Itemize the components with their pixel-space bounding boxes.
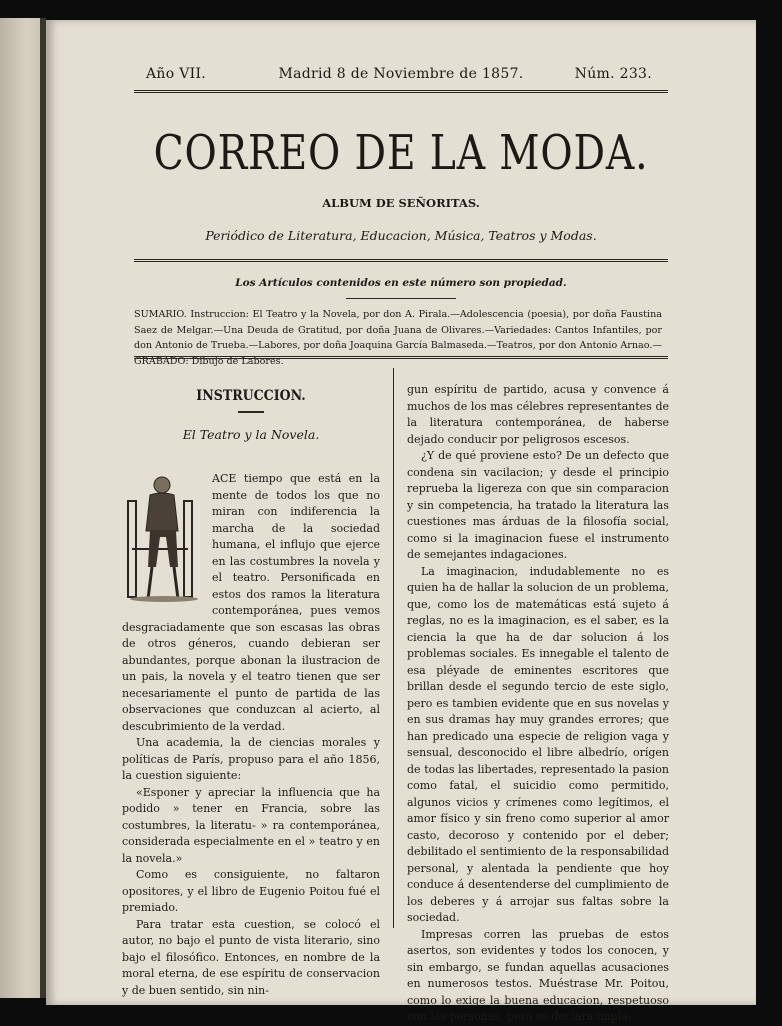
summary: SUMARIO. Instruccion: El Teatro y la Novela, por don A. Pirala.—Adolescencia (poesia), por doña Faustina Saez de Melgar.—Una Deuda de Gratitud, por doña Juana de Olivares.—Variedades: Cantos Infantiles, por don Antonio de Trueba.—Labores, por doña Joaquina García Balmaseda.—Teatros, por don Antonio Arnao.—GRABADO: Dibujo de Labores. xyxy=(134,309,662,367)
paragraph: Como es consiguiente, no faltaron opositores, y el libro de Eugenio Poitou fué el premiado. xyxy=(122,868,380,914)
header-rule xyxy=(134,90,668,93)
paragraph: ¿Y de qué proviene esto? De un defecto que condena sin vacilacion; y desde el principio reprueba la ligereza con que sin comparacion y sin competencia, ha tratado la literatura las cuestiones mas árduas de la filosofía social, como si la imaginacion fuese el instrumento de semejantes indagaciones. xyxy=(407,449,669,561)
issue-number: Núm. 233. xyxy=(574,66,652,82)
quote-paragraph: «Esponer y apreciar la influencia que ha podido » tener en Francia, sobre las costumbres, la literatu- » ra contemporánea, considerada especialmente en el » teatro y en la novela.» xyxy=(122,785,380,865)
issue-year: Año VII. xyxy=(146,66,207,82)
masthead-rule xyxy=(134,259,668,262)
property-notice: Los Artículos contenidos en este número son propiedad. xyxy=(235,277,567,289)
paragraph: gun espíritu de partido, acusa y convence á muchos de los mas célebres representantes de la literatura contemporánea, de haberse dejado conducir por peligrosos escesos. xyxy=(407,383,669,446)
masthead-tagline: Periódico de Literatura, Educacion, Música, Teatros y Modas. xyxy=(205,228,597,243)
decorated-initial-figure-icon xyxy=(122,471,204,603)
right-column xyxy=(407,382,669,1026)
notice-rule xyxy=(346,298,456,299)
dateline: Madrid 8 de Noviembre de 1857. xyxy=(278,66,524,82)
facing-page-edge xyxy=(0,18,44,998)
paragraph: La imaginacion, indudablemente no es quien ha de hallar la solucion de un problema, que, como los de matemáticas está sujeto á reglas, no es la imaginacion, es el saber, es la ciencia la que ha de dar solucion á los problemas sociales. Es innegable el talento de esa pléyade de eminentes escritores que brillan desde el segundo tercio de este siglo, pero es tambien evidente que en sus novelas y en sus dramas hay muy grandes errores; que han predicado una especie de religion vaga y sensual, desconocido el libre albedrío, orígen de todas las libertades, representado la pasion como fatal, el suicidio como permitido, algunos vicios y crímenes como legítimos, el amor físico y sin freno como superior al amor casto, decoroso y contenido por el deber; debilitado el sentimiento de la responsabilidad personal, y alentada la pendiente que hoy conduce á desentenderse del cumplimiento de los deberes y á arrojar sus faltas sobre la sociedad. xyxy=(407,564,669,924)
masthead-title: CORREO DE LA MODA. xyxy=(153,125,649,181)
left-column xyxy=(122,382,380,999)
section-heading: INSTRUCCION. xyxy=(196,388,306,404)
section-dash xyxy=(238,411,264,413)
paragraph: Una academia, la de ciencias morales y políticas de París, propuso para el año 1856, la cuestion siguiente: xyxy=(122,736,380,782)
column-divider xyxy=(393,368,394,928)
paragraph: Para tratar esta cuestion, se colocó el autor, no bajo el punto de vista literario, sino bajo el filosófico. Entonces, en nombre de la moral eterna, de ese espíritu de conservacion y de buen sentido, sin nin- xyxy=(122,917,380,997)
summary-rule xyxy=(134,356,668,359)
masthead-subtitle: ALBUM DE SEÑORITAS. xyxy=(322,196,480,210)
paragraph: Impresas corren las pruebas de estos asertos, son evidentes y todos los conocen, y sin embargo, se fundan aquellas acusaciones en numerosos testos. Muéstrase Mr. Poitou, como lo exige la buena educacion, respetuoso con las personas, pero se declara impla- xyxy=(407,927,669,1023)
paragraph: ACE tiempo que está en la mente de todos los que no miran con indiferencia la marcha de la sociedad humana, el influjo que ejerce en las costumbres la novela y el teatro. Personificada en estos dos ramos la literatura contemporánea, pues vemos desgraciadamente que son escasas las obras de otros géneros, cuando debieran ser abundantes, porque abonan la ilustracion de un pais, la novela y el teatro tienen que ser necesariamente el punto de partida de las observaciones que conduzcan al acierto, al descubrimiento de la verdad. xyxy=(122,472,380,733)
newspaper-page xyxy=(46,20,756,1023)
article-title: El Teatro y la Novela. xyxy=(182,426,320,442)
